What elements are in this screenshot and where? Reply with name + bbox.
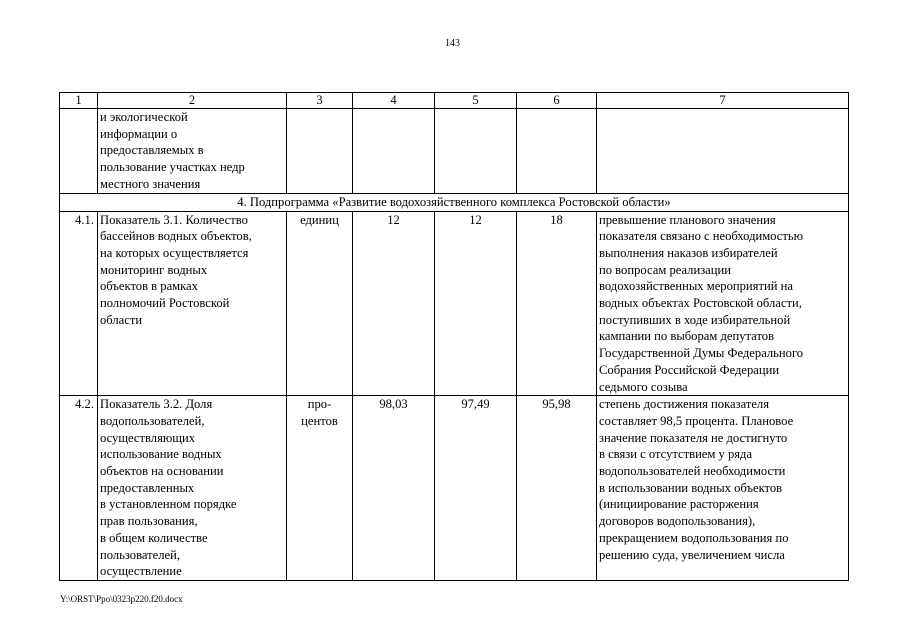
note-text-line: выполнения наказов избирателей bbox=[599, 245, 778, 260]
table-row bbox=[60, 211, 849, 396]
note-text-line: (инициирование расторжения bbox=[599, 497, 759, 512]
header-cell: 7 bbox=[597, 93, 849, 109]
indicator-text-line: пользователей, bbox=[100, 547, 180, 562]
header-cell: 4 bbox=[353, 93, 435, 109]
indicator-cell bbox=[98, 211, 287, 396]
header-cell: 2 bbox=[98, 93, 287, 109]
unit-cell bbox=[287, 109, 353, 194]
page-number: 143 bbox=[445, 38, 460, 49]
unit-text-line: центов bbox=[301, 413, 338, 428]
num-cell bbox=[60, 109, 98, 194]
indicator-text-line: мониторинг водных bbox=[100, 262, 208, 277]
unit-text-line: про- bbox=[307, 397, 332, 412]
note-text-line: в использовании водных объектов bbox=[599, 480, 783, 495]
row-number: 4.2. bbox=[60, 396, 98, 581]
indicator-text-line: осуществление bbox=[100, 564, 182, 579]
note-cell bbox=[597, 396, 849, 581]
indicator-text-line: и экологической bbox=[100, 110, 188, 124]
unit-text-line: единиц bbox=[300, 212, 339, 227]
note-text-line: поступивших в ходе избирательной bbox=[599, 312, 791, 327]
note-text-line: по вопросам реализации bbox=[599, 262, 731, 277]
note-text-line: Собрания Российской Федерации bbox=[599, 362, 780, 377]
footer-file-path: Y:\ORST\Ppo\0323p220.f20.docx bbox=[60, 594, 183, 604]
continuation-row bbox=[60, 109, 849, 194]
indicator-text-line: местного значения bbox=[100, 176, 201, 191]
header-cell: 6 bbox=[517, 93, 597, 109]
value-cell: 12 bbox=[435, 211, 517, 396]
indicator-text-line: бассейнов водных объектов, bbox=[100, 229, 252, 244]
note-text-line: показателя связано с необходимостью bbox=[599, 229, 804, 244]
indicator-cell bbox=[98, 396, 287, 581]
unit-cell bbox=[287, 211, 353, 396]
note-text-line: степень достижения показателя bbox=[599, 397, 770, 412]
indicator-text-line: в общем количестве bbox=[100, 530, 208, 545]
row-number: 4.1. bbox=[60, 211, 98, 396]
value-cell: 98,03 bbox=[353, 396, 435, 581]
note-text-line: прекращением водопользования по bbox=[599, 530, 789, 545]
value-cell bbox=[353, 109, 435, 194]
note-cell bbox=[597, 109, 849, 194]
indicator-text-line: информации о bbox=[100, 126, 178, 141]
value-cell: 18 bbox=[517, 211, 597, 396]
note-text-line: водопользователей необходимости bbox=[599, 464, 786, 479]
note-text-line: Государственной Думы Федерального bbox=[599, 346, 804, 361]
note-text-line: решению суда, увеличением числа bbox=[599, 547, 785, 562]
report-table bbox=[59, 92, 849, 581]
indicator-text-line: области bbox=[100, 312, 143, 327]
indicator-text-line: предоставляемых в bbox=[100, 143, 204, 158]
header-cell: 1 bbox=[60, 93, 98, 109]
section-title: 4. Подпрограмма «Развитие водохозяйственного комплекса Ростовской области» bbox=[60, 193, 849, 211]
indicator-text-line: на которых осуществляется bbox=[100, 245, 249, 260]
unit-cell bbox=[287, 396, 353, 581]
indicator-text-line: объектов в рамках bbox=[100, 279, 198, 294]
indicator-text-line: Показатель 3.1. Количество bbox=[100, 212, 248, 227]
note-text-line: кампании по выборам депутатов bbox=[599, 329, 775, 344]
note-text-line: значение показателя не достигнуто bbox=[599, 430, 788, 445]
note-text-line: водных объектах Ростовской области, bbox=[599, 296, 802, 311]
indicator-text-line: Показатель 3.2. Доля bbox=[100, 397, 213, 412]
indicator-text-line: использование водных bbox=[100, 447, 222, 462]
note-text-line: седьмого созыва bbox=[599, 379, 688, 394]
indicator-text-line: прав пользования, bbox=[100, 514, 198, 529]
value-cell bbox=[435, 109, 517, 194]
indicator-text-line: полномочий Ростовской bbox=[100, 296, 230, 311]
note-text-line: превышение планового значения bbox=[599, 212, 776, 227]
value-cell: 12 bbox=[353, 211, 435, 396]
indicator-text-line: пользование участках недр bbox=[100, 160, 245, 175]
header-cell: 5 bbox=[435, 93, 517, 109]
indicator-text-line: в установленном порядке bbox=[100, 497, 237, 512]
note-text-line: водохозяйственных мероприятий на bbox=[599, 279, 793, 294]
note-text-line: составляет 98,5 процента. Плановое bbox=[599, 413, 794, 428]
indicator-text-line: осуществляющих bbox=[100, 430, 196, 445]
indicator-text-line: предоставленных bbox=[100, 480, 195, 495]
table-header-row bbox=[60, 93, 849, 109]
note-cell bbox=[597, 211, 849, 396]
header-cell: 3 bbox=[287, 93, 353, 109]
value-cell: 97,49 bbox=[435, 396, 517, 581]
value-cell: 95,98 bbox=[517, 396, 597, 581]
indicator-text-line: объектов на основании bbox=[100, 464, 224, 479]
indicator-text-line: водопользователей, bbox=[100, 413, 205, 428]
section-row bbox=[60, 193, 849, 211]
value-cell bbox=[517, 109, 597, 194]
indicator-cell bbox=[98, 109, 287, 194]
note-text-line: в связи с отсутствием у ряда bbox=[599, 447, 753, 462]
note-text-line: договоров водопользования), bbox=[599, 514, 756, 529]
table-row bbox=[60, 396, 849, 581]
